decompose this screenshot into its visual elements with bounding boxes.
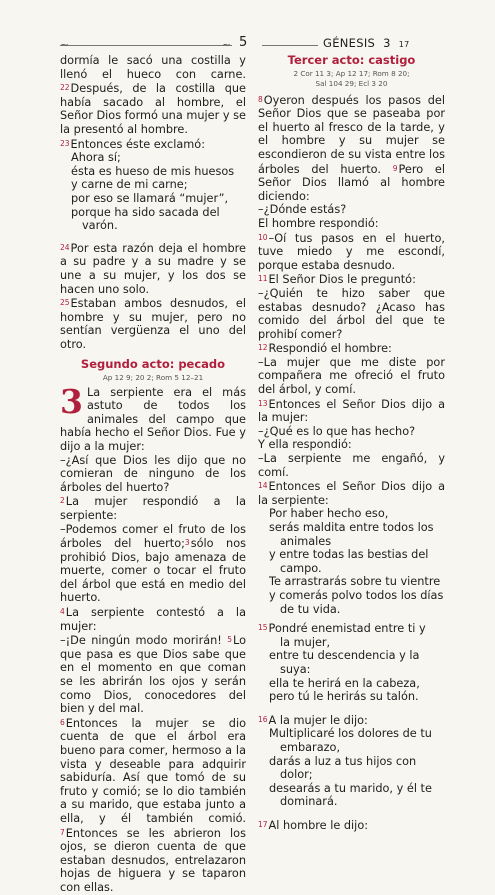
verse-number: 12 xyxy=(258,343,268,353)
poem xyxy=(258,507,445,616)
verse-number: 17 xyxy=(258,819,268,829)
text: La serpiente contestó a la mujer: xyxy=(60,606,246,633)
paragraph xyxy=(60,523,246,606)
text: –¿Quién te hizo saber que estabas desnudo? ¿Acaso has comido del árbol del que te prohibí comer? xyxy=(258,286,445,341)
verse-number: 22 xyxy=(60,83,70,93)
poem-line: suya: xyxy=(280,662,311,676)
paragraph xyxy=(258,452,445,479)
verse-number: 2 xyxy=(60,496,65,506)
paragraph xyxy=(60,716,246,895)
text: Entonces éste exclamó: xyxy=(70,137,206,151)
verse-number: 15 xyxy=(258,623,268,633)
paragraph xyxy=(60,633,246,716)
paragraph xyxy=(258,341,445,356)
verse-number: 3 xyxy=(184,538,190,548)
paragraph xyxy=(258,356,445,397)
verse-number: 5 xyxy=(227,635,232,645)
poem-line: por eso se llamará “mujer”, xyxy=(71,191,229,205)
paragraph xyxy=(60,241,246,296)
spacer xyxy=(258,809,445,818)
cross-references: Ap 12 9; 20 2; Rom 5 12–21 xyxy=(102,373,204,383)
text: Lo que pasa es que Dios sabe que en el momento en que coman se les abrirán los ojos y serán como Dios, conocedores del bien y del mal. xyxy=(60,634,246,716)
cross-references: 2 Cor 11 3; Ap 12 17; Rom 8 20; xyxy=(293,68,410,78)
verse-number: 9 xyxy=(392,163,398,173)
text: Oyeron después los pasos del Señor Dios que se paseaba por el huerto al fresco de la tarde, y el hombre y su mujer se escondieron de su vista entre los árboles del huerto. xyxy=(258,93,445,176)
verse-number: 4 xyxy=(60,607,65,617)
left-column xyxy=(60,54,246,895)
text: –¡De ningún modo morirán! xyxy=(60,634,222,648)
cross-references: Sal 104 29; Ecl 3 20 xyxy=(315,79,388,89)
text: Estaban ambos desnudos, el hombre y su mujer, pero no sentían vergüenza el uno del otro. xyxy=(60,297,246,351)
paragraph xyxy=(258,621,445,636)
poem-line: entre tu descendencia y la xyxy=(269,649,420,663)
verse-number: 16 xyxy=(258,714,268,724)
spacer xyxy=(258,704,445,713)
chapter-number: 3 xyxy=(60,381,83,421)
text: –La mujer que me diste por compañera me ofreció el fruto del árbol, y comí. xyxy=(258,355,445,397)
text: –¿Dónde estás? xyxy=(258,203,347,217)
verse-number: 8 xyxy=(258,94,263,104)
poem-line: serás maldita entre todos los xyxy=(269,521,434,534)
text: dormía le sacó una costilla y llenó el hueco con carne. xyxy=(60,54,246,81)
header-ornament-right: ~ xyxy=(222,38,232,51)
text: Al hombre le dijo: xyxy=(268,818,369,832)
paragraph xyxy=(60,454,246,495)
poem xyxy=(60,151,246,233)
paragraph xyxy=(60,54,246,137)
paragraph xyxy=(60,296,246,351)
text: Entonces la mujer se dio cuenta de que el árbol era bueno para comer, hermoso a la vista y deseable para adquirir sabiduría. Así que tomó de su fruto y comió; se lo dio también a su marido, que estaba junto a ella, y él también comió. xyxy=(60,716,246,825)
text: Por esta razón deja el hombre a su padre y a su madre y se une a su mujer, y los dos se hacen uno solo. xyxy=(60,241,246,296)
poem-line: desearás a tu marido, y él te xyxy=(269,781,432,795)
poem-line: campo. xyxy=(280,561,322,575)
text: –¿Qué es lo que has hecho? xyxy=(258,424,416,438)
poem-line: ella te herirá en la cabeza, xyxy=(269,676,420,690)
text: Respondió el hombre: xyxy=(268,342,392,356)
paragraph xyxy=(60,137,246,152)
poem-line: varón. xyxy=(82,219,118,233)
text: El Señor Dios le preguntó: xyxy=(268,273,416,287)
verse-number: 14 xyxy=(258,481,268,491)
poem-line: pero tú le herirás su talón. xyxy=(269,690,419,704)
paragraph xyxy=(258,217,445,231)
book-name: GÉNESIS xyxy=(323,36,376,50)
paragraph xyxy=(258,818,445,833)
poem-line: porque ha sido sacada del xyxy=(71,205,220,219)
paragraph xyxy=(258,713,445,728)
paragraph xyxy=(258,203,445,217)
poem xyxy=(258,727,445,809)
header-rule-right xyxy=(262,45,318,46)
verse-number: 13 xyxy=(258,398,268,408)
verse-number: 25 xyxy=(60,298,70,308)
text: Entonces se les abrieron los ojos, se dieron cuenta de que estaban desnudos, entrelazaron hojas de higuera y se taparon con ellas. xyxy=(60,826,246,894)
text: Entonces el Señor Dios dijo a la mujer: xyxy=(258,397,445,425)
spacer xyxy=(60,233,246,241)
paragraph xyxy=(258,287,445,341)
header-rule-left xyxy=(60,45,232,46)
text: sólo nos prohibió Dios, bajo amenaza de muerte, comer o tocar el fruto del árbol que está en medio del huerto. xyxy=(60,537,246,605)
text: El hombre respondió: xyxy=(258,216,379,230)
poem-line: dolor; xyxy=(280,768,313,782)
poem-line: Ahora sí; xyxy=(71,151,121,165)
poem-line: la mujer, xyxy=(280,635,331,649)
poem-line: dominará. xyxy=(280,795,338,809)
paragraph xyxy=(258,397,445,425)
text: –¿Así que Dios les dijo que no comieran de ninguno de los árboles del huerto? xyxy=(60,453,246,494)
paragraph xyxy=(60,605,246,633)
poem-line: Multiplicaré los dolores de tu xyxy=(269,727,432,741)
text: –La serpiente me engañó, y comí. xyxy=(258,452,445,479)
paragraph xyxy=(60,494,246,522)
text: –Podemos comer el fruto de los árboles del huerto; xyxy=(60,522,246,551)
paragraph xyxy=(258,425,445,439)
running-header xyxy=(323,36,409,50)
text: La mujer respondió a la serpiente: xyxy=(60,495,246,522)
verse-number: 11 xyxy=(258,274,268,284)
verse-number: 23 xyxy=(60,138,70,148)
poem-line: y comerás polvo todos los días xyxy=(269,588,444,602)
verse-number: 24 xyxy=(60,242,70,252)
paragraph xyxy=(258,438,445,452)
poem-line: ésta es hueso de mis huesos xyxy=(71,164,235,178)
text: A la mujer le dijo: xyxy=(268,713,368,727)
header-verse: 17 xyxy=(398,40,410,49)
poem-line: de tu vida. xyxy=(280,602,341,616)
text: –Oí tus pasos en el huerto, tuve miedo y me escondí, porque estaba desnudo. xyxy=(258,231,445,272)
text: Después, de la costilla que había sacado al hombre, el Señor Dios formó una mujer y se la presentó al hombre. xyxy=(60,82,246,136)
verse-number: 6 xyxy=(60,717,65,727)
paragraph xyxy=(258,479,445,507)
page-number: 5 xyxy=(239,35,248,50)
section-title: Tercer acto: castigo xyxy=(287,53,416,67)
paragraph xyxy=(258,272,445,287)
section-title: Segundo acto: pecado xyxy=(80,357,226,372)
paragraph xyxy=(258,231,445,273)
header-chapter: 3 xyxy=(383,36,391,50)
text: La serpiente era el más astuto de todos los animales del campo que había hecho el Señor Dios. Fue y dijo a la mujer: xyxy=(60,385,246,453)
poem-line: y entre todas las bestias del xyxy=(269,548,429,562)
text: Pero el Señor Dios llamó al hombre diciendo: xyxy=(258,162,445,203)
poem xyxy=(258,636,445,704)
poem-line: y carne de mi carne; xyxy=(71,178,188,192)
verse-number: 7 xyxy=(60,827,65,837)
poem-line: Por haber hecho eso, xyxy=(269,507,389,521)
text: Y ella respondió: xyxy=(258,438,352,452)
poem-line: animales xyxy=(280,534,332,548)
poem-line: Pondré enemistad entre ti y xyxy=(268,622,426,636)
header-ornament-left: ~ xyxy=(60,38,70,51)
right-column xyxy=(258,54,445,832)
poem-line: darás a luz a tus hijos con xyxy=(269,754,417,768)
poem-line: embarazo, xyxy=(280,740,341,754)
paragraph xyxy=(60,381,246,454)
verse-number: 10 xyxy=(258,232,268,242)
paragraph xyxy=(258,93,445,204)
poem-line: Te arrastrarás sobre tu vientre xyxy=(269,575,441,589)
text: Entonces el Señor Dios dijo a la serpiente: xyxy=(258,480,445,507)
